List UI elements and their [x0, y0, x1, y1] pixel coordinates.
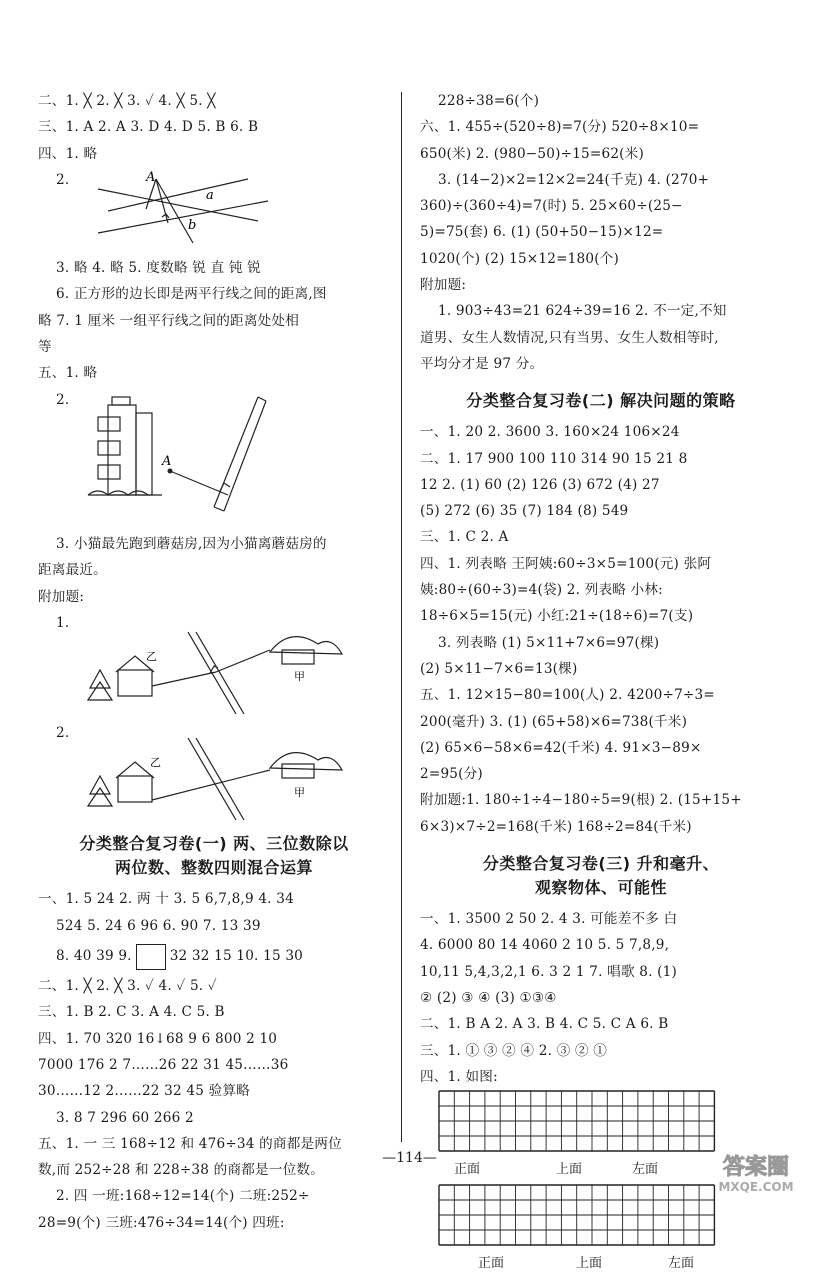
answer-line: 200(毫升) 3. (1) (65+58)×6=738(千米) [420, 713, 688, 730]
right-column [420, 88, 782, 1272]
label-jia: 甲 [294, 670, 305, 684]
extra-figure-2 [38, 736, 390, 820]
section-title-1 [38, 832, 390, 880]
answer-line: 距离最近。 [38, 562, 107, 579]
answer-line: 二、1. B A 2. A 3. B 4. C 5. C A 6. B [420, 1016, 669, 1033]
front-view-label: 正面 [478, 1256, 505, 1272]
answer-line: 6×3)×7÷2=168(千米) 168÷2=84(千米) [420, 818, 692, 835]
watermark-url: MXQE.COM [718, 1180, 794, 1194]
watermark-text: 答案圈 [722, 1155, 790, 1180]
answer-line: 四、1. 70 320 16↓68 9 6 800 2 10 [38, 1030, 278, 1047]
answer-line: 360)÷(360÷4)=7(时) 5. 25×60÷(25− [420, 198, 683, 215]
grid-paper [438, 1184, 718, 1246]
answer-line: 2. 四 一班:168÷12=14(个) 二班:252÷ [56, 1188, 310, 1205]
answer-line: 略 7. 1 厘米 一组平行线之间的距离处处相 [38, 312, 300, 329]
answer-text: 32 32 15 10. 15 30 [169, 948, 304, 965]
label-yi: 乙 [150, 756, 161, 770]
blank-square [136, 944, 166, 970]
answer-line: 524 5. 24 6 96 6. 90 7. 13 39 [56, 917, 261, 934]
answer-line: (2) 5×11−7×6=13(棵) [420, 660, 578, 677]
answer-line: 一、1. 5 24 2. 两 十 3. 5 6,7,8,9 4. 34 [38, 891, 294, 908]
line-a-label: a [206, 188, 214, 204]
section-title-line: 观察物体、可能性 [534, 878, 667, 898]
answer-line: 650(米) 2. (980−50)÷15=62(米) [420, 145, 644, 162]
answer-line: 3. 列表略 (1) 5×11+7×6=97(棵) [438, 634, 660, 651]
answer-line: 2=95(分) [420, 766, 483, 783]
point-a-label: A [146, 171, 156, 186]
answer-line: 一、1. 20 2. 3600 3. 160×24 106×24 [420, 424, 680, 441]
answer-line: 12 2. (1) 60 (2) 126 (3) 672 (4) 27 [420, 476, 660, 493]
answer-line: 3. 8 7 296 60 266 2 [56, 1109, 194, 1126]
answer-line: 五、1. 12×15−80=100(人) 2. 4200÷7÷3= [420, 687, 715, 704]
answer-line: 六、1. 455÷(520÷8)=7(分) 520÷8×10= [420, 119, 700, 136]
watermark-logo [701, 1146, 811, 1194]
answer-line: 数,而 252÷28 和 228÷38 的商都是一位数。 [38, 1162, 325, 1179]
answer-line: (2) 65×6−58×6=42(千米) 4. 91×3−89× [420, 739, 702, 756]
answer-line: 1. [56, 614, 70, 631]
answer-line: 附加题: [38, 588, 85, 605]
label-jia: 甲 [294, 786, 305, 800]
front-view-label: 正面 [454, 1162, 481, 1178]
answer-line: 四、1. 列表略 王阿姨:60÷3×5=100(元) 张阿 [420, 555, 712, 572]
answer-line: 平均分才是 97 分。 [420, 355, 544, 372]
page-number: —114— [382, 1150, 437, 1166]
answer-line: 10,11 5,4,3,2,1 6. 3 2 1 7. 唱歌 8. (1) [420, 963, 678, 980]
label-yi: 乙 [146, 650, 157, 664]
answer-line: 2. [56, 171, 70, 188]
answer-line: 3. 小猫最先跑到蘑菇房,因为小猫离蘑菇房的 [56, 535, 327, 552]
parallel-lines-figure [38, 171, 390, 249]
point-a-dot [168, 468, 173, 473]
answer-line: 4. 6000 80 14 4060 2 10 5. 5 7,8,9, [420, 937, 670, 954]
left-column [38, 88, 390, 1236]
column-divider [401, 92, 402, 1142]
answer-line: 一、1. 3500 2 50 2. 4 3. 可能差不多 白 [420, 911, 678, 928]
answer-line: ② (2) ③ ④ (3) ①③④ [420, 989, 557, 1006]
building-road-figure [38, 395, 390, 525]
grid-labels [438, 1250, 782, 1272]
answer-line: 5)=75(套) 6. (1) (50+50−15)×12= [420, 224, 664, 241]
answer-line: 四、1. 如图: [420, 1068, 498, 1085]
answer-line: 7000 176 2 7……26 22 31 45……36 [38, 1056, 289, 1073]
answer-line: 五、1. 略 [38, 365, 98, 382]
section-title-line: 分类整合复习卷(一) 两、三位数除以 [79, 834, 349, 854]
answer-line: 道男、女生人数情况,只有当男、女生人数相等时, [420, 329, 719, 346]
answer-line: 6. 正方形的边长即是两平行线之间的距离,图 [56, 286, 327, 303]
left-view-label: 左面 [632, 1162, 659, 1178]
section-title-2: 分类整合复习卷(二) 解决问题的策略 [466, 391, 736, 411]
answer-line: 30……12 2……22 32 45 验算略 [38, 1083, 250, 1100]
answer-line: 1. 903÷43=21 624÷39=16 2. 不一定,不知 [438, 303, 727, 320]
answer-line: 三、1. B 2. C 3. A 4. C 5. B [38, 1004, 225, 1021]
point-a-label: A [162, 453, 172, 469]
answer-line: 三、1. A 2. A 3. D 4. D 5. B 6. B [38, 119, 259, 136]
answer-text: 8. 40 39 9. [56, 948, 132, 965]
answer-line: 附加题: [420, 277, 467, 294]
extra-figure-1 [38, 630, 390, 714]
answer-line: 28=9(个) 三班:476÷34=14(个) 四班: [38, 1214, 285, 1231]
answer-line: 四、1. 略 [38, 145, 98, 162]
left-view-label: 左面 [668, 1256, 695, 1272]
answer-line: 二、1. ╳ 2. ╳ 3. ✓ 4. ✓ 5. ✓ [38, 978, 217, 995]
answer-line: 18÷6×5=15(元) 小红:21÷(18÷6)=7(支) [420, 608, 694, 625]
answer-line: (5) 272 (6) 35 (7) 184 (8) 549 [420, 503, 629, 520]
answer-line: 3. 略 4. 略 5. 度数略 锐 直 钝 锐 [56, 260, 261, 277]
answer-line: 五、1. 一 三 168÷12 和 476÷34 的商都是两位 [38, 1135, 342, 1152]
answer-line: 三、1. ① ③ ② ④ 2. ③ ② ① [420, 1042, 608, 1059]
answer-line: 2. [56, 725, 70, 742]
grid-paper [438, 1090, 718, 1152]
answer-line: 附加题:1. 180÷1÷4−180÷5=9(根) 2. (15+15+ [420, 792, 742, 809]
view-grid-2 [438, 1184, 782, 1272]
answer-line: 姨:80÷(60÷3)=4(袋) 2. 列表略 小林: [420, 582, 663, 599]
top-view-label: 上面 [576, 1256, 603, 1272]
answer-line: 二、1. ╳ 2. ╳ 3. ✓ 4. ╳ 5. ╳ [38, 93, 216, 109]
section-title-3 [420, 852, 782, 900]
answer-line: 2. [56, 391, 70, 408]
section-title-line: 分类整合复习卷(三) 升和毫升、 [482, 854, 720, 874]
answer-line: 等 [38, 339, 52, 356]
answer-line: 228÷38=6(个) [438, 93, 540, 109]
answer-line: 二、1. 17 900 100 110 314 90 15 21 8 [420, 450, 688, 467]
section-title-line: 两位数、整数四则混合运算 [114, 858, 313, 878]
answer-line: 三、1. C 2. A [420, 529, 509, 546]
line-b-label: b [188, 218, 197, 234]
answer-line [38, 939, 390, 973]
answer-line: 3. (14−2)×2=12×2=24(千克) 4. (270+ [438, 171, 710, 188]
answer-line: 1020(个) (2) 15×12=180(个) [420, 250, 620, 267]
top-view-label: 上面 [556, 1162, 583, 1178]
